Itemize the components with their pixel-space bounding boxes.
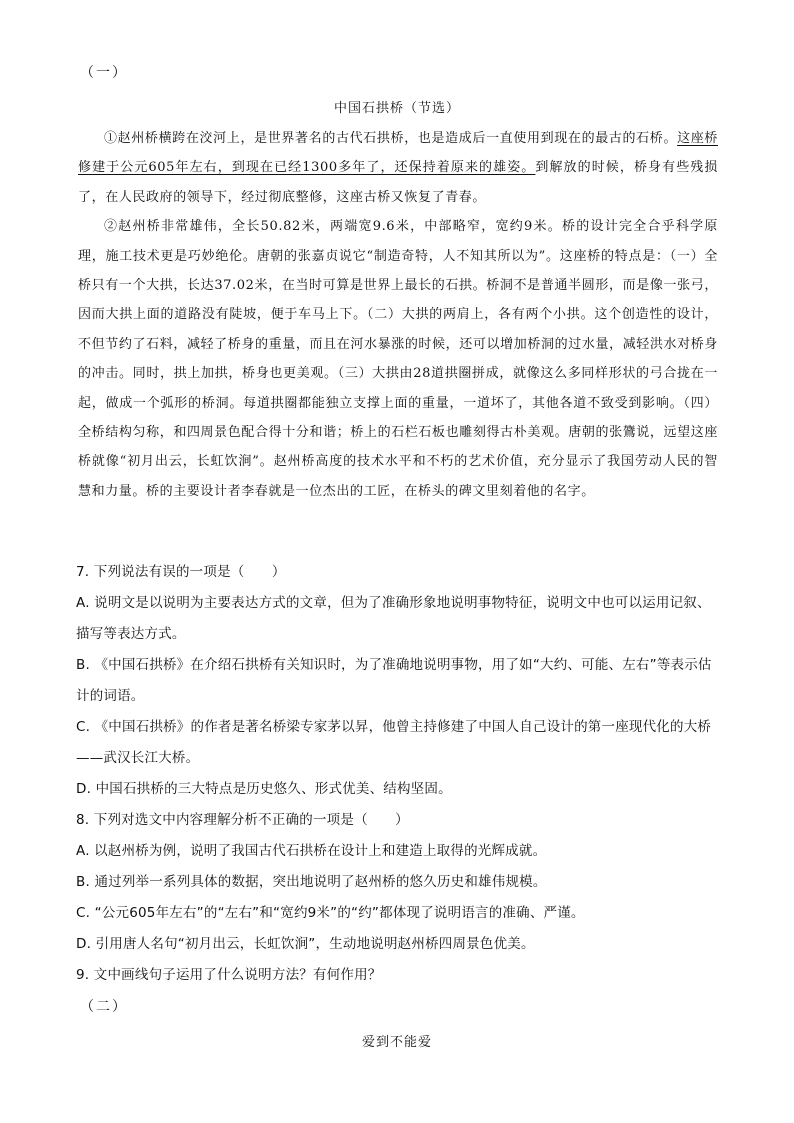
paragraph-2: ②赵州桥非常雄伟，全长50.82米，两端宽9.6米，中部略窄，宽约9米。桥的设计完全合乎科学原理，施工技术更是巧妙绝伦。唐朝的张嘉贞说它“制造奇特，人不知其所以为”。这座桥的特点是：（一）全桥只有一个大拱，长达37.02米，在当时可算是世界上最长的石拱。桥洞不是普通半圆形，而是像一张弓，因而大拱上面的道路没有陡坡，便于车马上下。（二）大拱的两肩上，各有两个小拱。这个创造性的设计，不但节约了石料，减轻了桥身的重量，而且在河水暴涨的时候，还可以增加桥洞的过水量，减轻洪水对桥身的冲击。同时，拱上加拱，桥身也更美观。（三）大拱由28道拱圈拼成，就像这么多同样形状的弓合拢在一起，做成一个弧形的桥洞。每道拱圈都能独立支撑上面的重量，一道坏了，其他各道不致受到影响。（四）全桥结构匀称，和四周景色配合得十分和谐；桥上的石栏石板也雕刻得古朴美观。唐朝的张鷟说，远望这座桥就像“初月出云，长虹饮涧”。赵州桥高度的技术水平和不朽的艺术价值，充分显示了我国劳动人民的智慧和力量。桥的主要设计者李春就是一位杰出的工匠，在桥头的碑文里刻着他的名字。 <box>78 219 718 499</box>
question-7-option-d: D. 中国石拱桥的三大特点是历史悠久、形式优美、结构坚固。 <box>76 781 452 797</box>
paragraph-1-text: ①赵州桥横跨在洨河上，是世界著名的古代石拱桥，也是造成后一直使用到现在的最古的石桥。 <box>104 131 678 146</box>
question-8-option-b: B. 通过列举一系列具体的数据，突出地说明了赵州桥的悠久历史和雄伟规模。 <box>76 874 547 890</box>
question-8-option-a: A. 以赵州桥为例，说明了我国古代石拱桥在设计上和建造上取得的光辉成就。 <box>76 843 547 859</box>
underlined-sentence: 这座桥修建于公元605年左右，到现在已经1300多年了，还保持着原来的雄姿。 <box>78 131 718 176</box>
question-8: 8. 下列对选文中内容理解分析不正确的一项是（ ） <box>76 812 409 828</box>
paragraph-1-text-end: 到解放的时候，桥身有些残损了，在人民政府的领导下，经过彻底整修，这座古桥又恢复了青春。 <box>78 160 718 205</box>
question-7-option-a: A. 说明文是以说明为主要表达方式的文章，但为了准确形象地说明事物特征，说明文中也可以运用记叙、描写等表达方式。 <box>76 595 711 642</box>
question-7-option-c: C. 《中国石拱桥》的作者是著名桥梁专家茅以昇，他曾主持修建了中国人自己设计的第一座现代化的大桥——武汉长江大桥。 <box>76 719 712 766</box>
question-9: 9. 文中画线句子运用了什么说明方法？有何作用？ <box>76 967 382 983</box>
question-8-option-d: D. 引用唐人名句“初月出云，长虹饮涧”，生动地说明赵州桥四周景色优美。 <box>76 936 535 952</box>
section-two-label: （二） <box>80 999 128 1015</box>
questions-block <box>76 557 722 991</box>
passage-body <box>78 124 718 506</box>
passage-2-title: 爱到不能爱 <box>361 1035 432 1050</box>
question-8-option-c: C. “公元605年左右”的“左右”和“宽约9米”的“约”都体现了说明语言的准确、严谨。 <box>76 905 585 921</box>
question-7-option-b: B. 《中国石拱桥》在介绍石拱桥有关知识时，为了准确地说明事物，用了如“大约、可能、左右”等表示估计的词语。 <box>76 657 712 704</box>
question-7: 7. 下列说法有误的一项是（ ） <box>76 564 286 580</box>
passage-title: 中国石拱桥（节选） <box>333 101 460 116</box>
paragraph-1 <box>78 124 718 212</box>
section-one-label: （一） <box>80 65 128 81</box>
